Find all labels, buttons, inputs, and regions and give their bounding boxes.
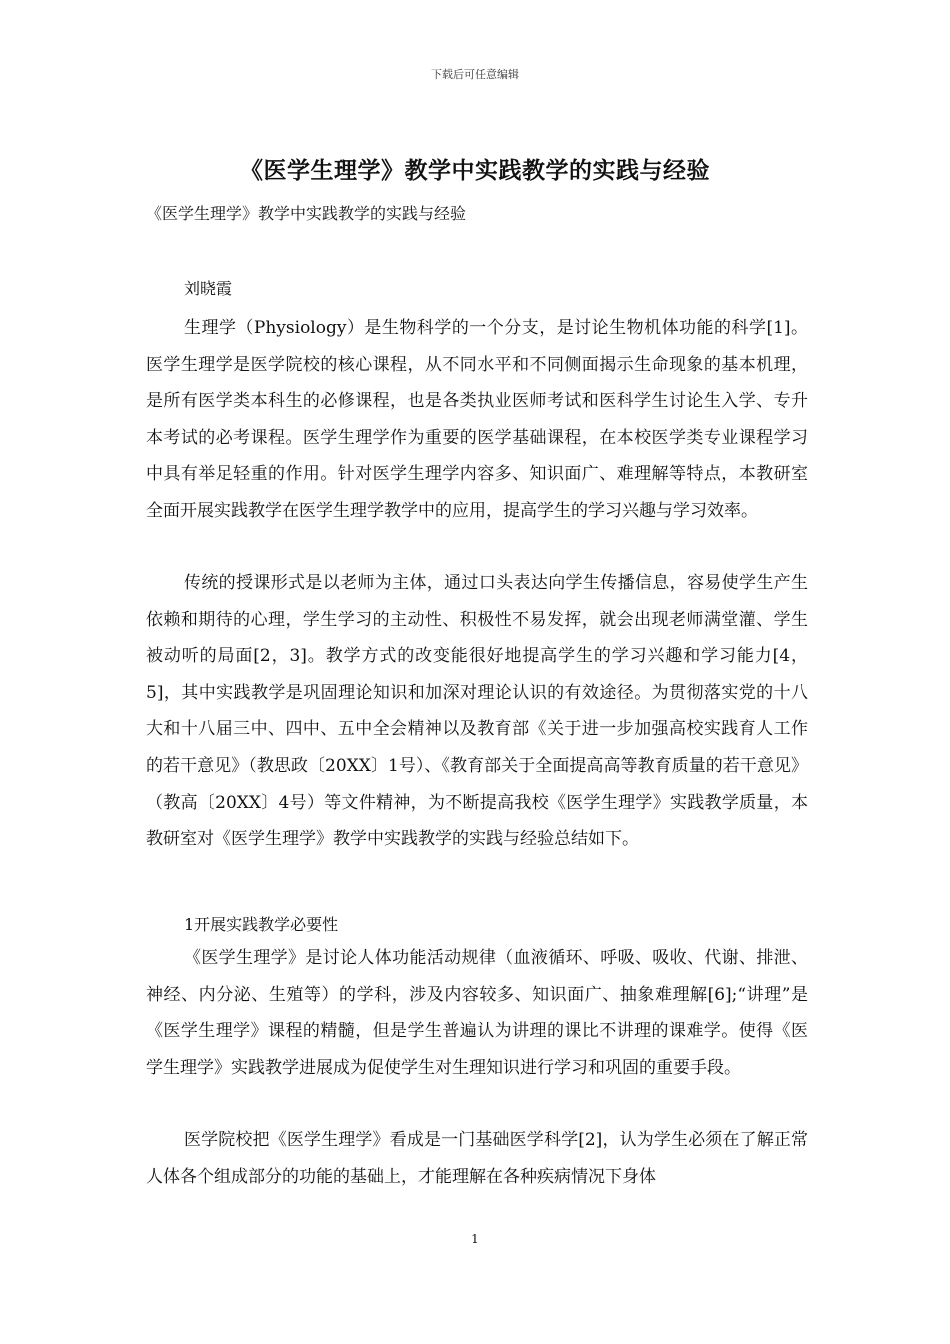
page-number: 1 (471, 1232, 479, 1246)
page-header: 下载后可任意编辑 (431, 68, 519, 81)
author-name: 刘晓霞 (184, 279, 233, 298)
paragraph-teaching-methods: 传统的授课形式是以老师为主体，通过口头表达向学生传播信息，容易使学生产生依赖和期待的心理，学生学习的主动性、积极性不易发挥，就会出现老师满堂灌、学生被动听的局面[2，3]。教学方式的改变能很好地提高学生的学习兴趣和学习能力[4，5]，其中实践教学是巩固理论知识和加深对理论认识的有效途径。为贯彻落实党的十八大和十八届三中、四中、五中全会精神以及教育部《关于进一步加强高校实践育人工作的若干意见》（教思政〔20XX〕1号）、《教育部关于全面提高高等教育质量的若干意见》（教高〔20XX〕4号）等文件精神，为不断提高我校《医学生理学》实践教学质量，本教研室对《医学生理学》教学中实践教学的实践与经验总结如下。 (146, 573, 808, 850)
document-title: 《医学生理学》教学中实践教学的实践与经验 (240, 157, 710, 184)
paragraph-section1-b: 医学院校把《医学生理学》看成是一门基础医学科学[2]，认为学生必须在了解正常人体各个组成部分的功能的基础上，才能理解在各种疾病情况下身体 (146, 1130, 808, 1187)
paragraph-section1-a: 《医学生理学》是讨论人体功能活动规律（血液循环、呼吸、吸收、代谢、排泄、神经、内分泌、生殖等）的学科，涉及内容较多、知识面广、抽象难理解[6];“讲理”是《医学生理学》课程的精髓，但是学生普遍认为讲理的课比不讲理的课难学。使得《医学生理学》实践教学进展成为促使学生对生理知识进行学习和巩固的重要手段。 (146, 948, 808, 1078)
document-subtitle: 《医学生理学》教学中实践教学的实践与经验 (146, 204, 467, 223)
paragraph-intro: 生理学（Physiology）是生物科学的一个分支，是讨论生物机体功能的科学[1]。医学生理学是医学院校的核心课程，从不同水平和不同侧面揭示生命现象的基本机理，是所有医学类本科生的必修课程，也是各类执业医师考试和医科学生讨论生入学、专升本考试的必考课程。医学生理学作为重要的医学基础课程，在本校医学类专业课程学习中具有举足轻重的作用。针对医学生理学内容多、知识面广、难理解等特点，本教研室全面开展实践教学在医学生理学教学中的应用，提高学生的学习兴趣与学习效率。 (146, 318, 808, 521)
section-heading-1: 1开展实践教学必要性 (184, 915, 339, 934)
